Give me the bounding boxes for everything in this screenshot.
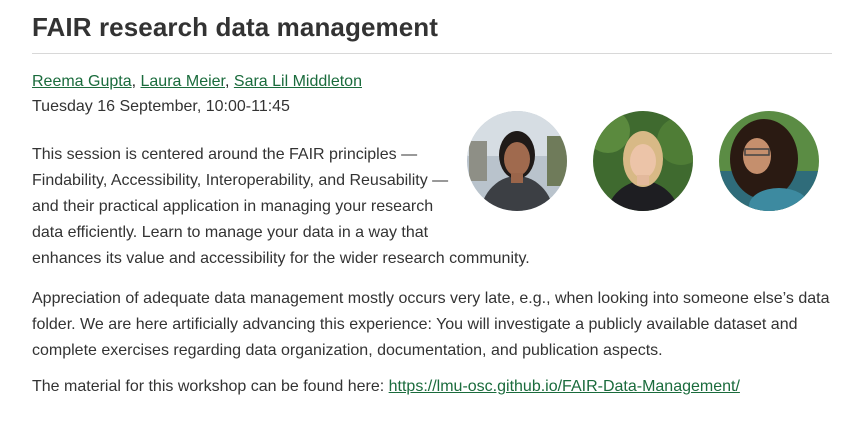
portrait-photo bbox=[467, 111, 567, 211]
material-link[interactable]: https://lmu-osc.github.io/FAIR-Data-Management/ bbox=[388, 378, 740, 395]
text-line: This session is centered around the FAIR principles — bbox=[32, 146, 418, 163]
material-text: The material for this workshop can be found here: bbox=[32, 378, 389, 395]
text-line: enhances its value and accessibility for the wider research community. bbox=[32, 250, 530, 267]
text-line: Appreciation of adequate data management mostly occurs very late, e.g., when looking into someone else’s data bbox=[32, 290, 830, 307]
author-list bbox=[32, 73, 362, 91]
divider bbox=[32, 53, 832, 54]
text-line: folder. We are here artificially advancing this experience: You will investigate a publicly available dataset and bbox=[32, 316, 798, 333]
avatar-sara-lil-middleton bbox=[719, 111, 819, 211]
session-datetime: Tuesday 16 September, 10:00-11:45 bbox=[32, 98, 290, 115]
avatar-reema-gupta bbox=[467, 111, 567, 211]
text-line: and their practical application in managing your research bbox=[32, 198, 434, 215]
author-separator: , bbox=[131, 73, 141, 90]
avatar-laura-meier bbox=[593, 111, 693, 211]
description-paragraph-2 bbox=[32, 286, 832, 364]
author-link-sara-lil-middleton[interactable]: Sara Lil Middleton bbox=[233, 73, 362, 90]
material-paragraph bbox=[32, 378, 740, 396]
author-link-laura-meier[interactable]: Laura Meier bbox=[140, 73, 225, 90]
portrait-photo bbox=[593, 111, 693, 211]
text-line: complete exercises regarding data organization, documentation, and publication aspects. bbox=[32, 342, 663, 359]
page-title: FAIR research data management bbox=[32, 12, 439, 42]
text-line: Findability, Accessibility, Interoperability, and Reusability — bbox=[32, 172, 449, 189]
author-link-reema-gupta[interactable]: Reema Gupta bbox=[32, 73, 132, 90]
author-separator: , bbox=[225, 73, 234, 90]
text-line: data efficiently. Learn to manage your data in a way that bbox=[32, 224, 429, 241]
portrait-photo bbox=[719, 111, 819, 211]
